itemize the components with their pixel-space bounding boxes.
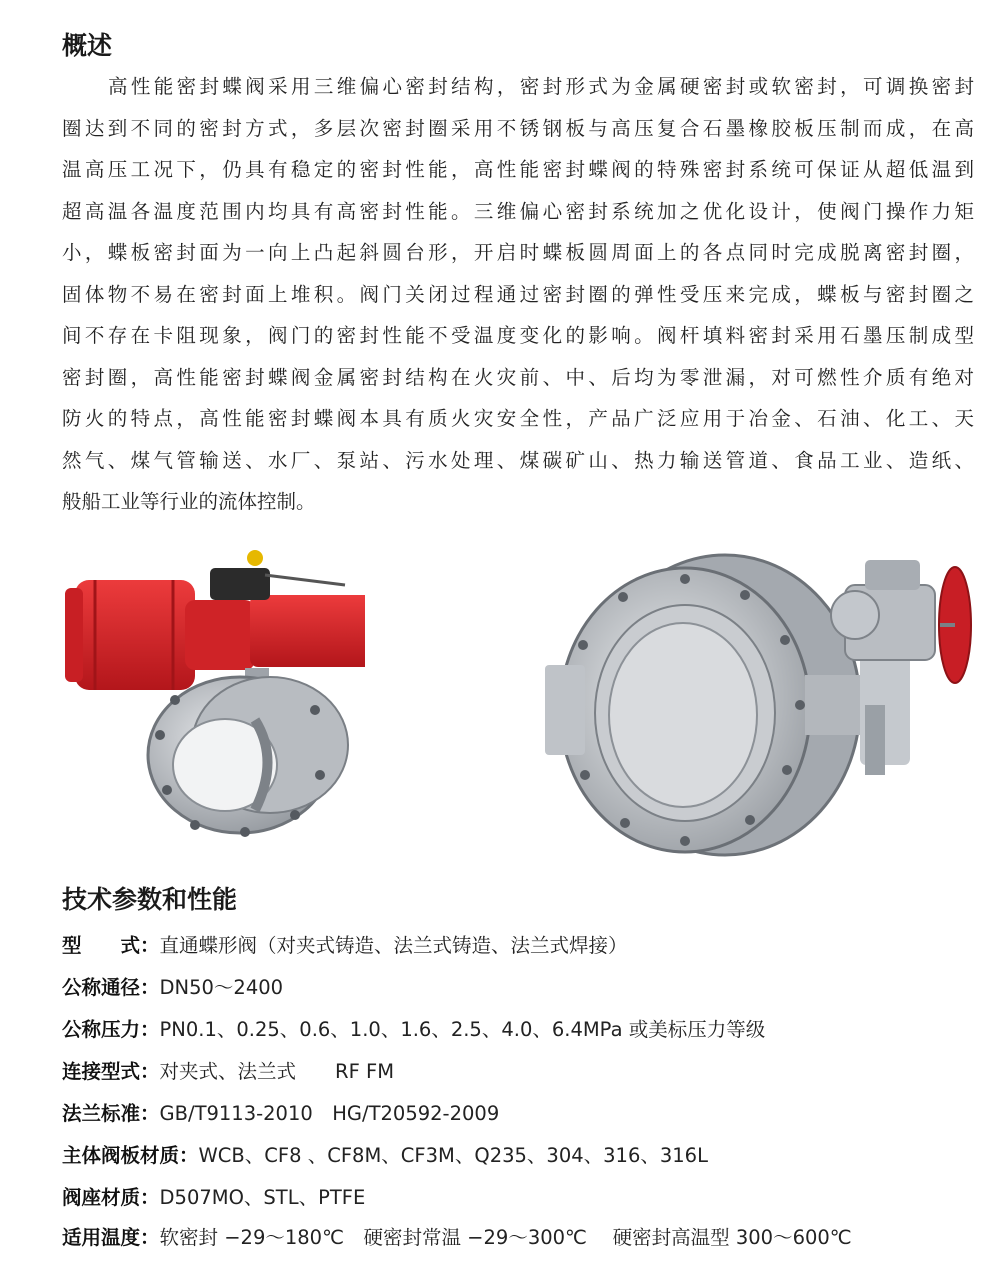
spec-key: 公称通径： bbox=[62, 976, 160, 999]
spec-row-flange-standard bbox=[62, 1098, 499, 1126]
spec-row-body-material bbox=[62, 1140, 708, 1168]
spec-key: 阀座材质： bbox=[62, 1186, 160, 1209]
spec-value: PN0.1、0.25、0.6、1.0、1.6、2.5、4.0、6.4MPa 或美标压力等级 bbox=[159, 1018, 766, 1041]
overview-line: 超高温各温度范围内均具有高密封性能。三维偏心密封系统加之优化设计，使阀门操作力矩 bbox=[62, 199, 974, 223]
overview-line: 般船工业等行业的流体控制。 bbox=[62, 490, 316, 513]
overview-line: 密封圈，高性能密封蝶阀金属密封结构在火灾前、中、后均为零泄漏，对可燃性介质有绝对 bbox=[62, 365, 974, 389]
spec-value: D507MO、STL、PTFE bbox=[159, 1186, 366, 1209]
spec-key: 公称压力： bbox=[62, 1018, 160, 1041]
spec-key: 主体阀板材质： bbox=[62, 1144, 199, 1167]
spec-key: 适用温度： bbox=[62, 1226, 160, 1249]
spec-key: 连接型式： bbox=[62, 1060, 160, 1083]
overview-line: 然气、煤气管输送、水厂、泵站、污水处理、煤碳矿山、热力输送管道、食品工业、造纸、 bbox=[62, 448, 974, 472]
spec-key: 法兰标准： bbox=[62, 1102, 160, 1125]
overview-line: 固体物不易在密封面上堆积。阀门关闭过程通过密封圈的弹性受压来完成，蝶板与密封圈之 bbox=[62, 282, 974, 306]
overview-line: 间不存在卡阻现象，阀门的密封性能不受温度变化的影响。阀杆填料密封采用石墨压制成型 bbox=[62, 324, 974, 347]
spec-row-nominal-diameter bbox=[62, 972, 283, 1000]
spec-value: 软密封 −29～180℃ 硬密封常温 −29～300℃ 硬密封高温型 300～600℃ bbox=[159, 1226, 852, 1249]
spec-row-connection bbox=[62, 1056, 394, 1084]
pneumatic-butterfly-valve-image bbox=[55, 540, 365, 850]
spec-value: 对夹式、法兰式 RF FM bbox=[159, 1060, 395, 1083]
spec-row-temperature bbox=[62, 1222, 852, 1250]
spec-value: DN50～2400 bbox=[159, 976, 284, 999]
specs-title: 技术参数和性能 bbox=[62, 885, 238, 914]
overview-title: 概述 bbox=[62, 31, 113, 60]
spec-row-type bbox=[62, 930, 628, 958]
overview-paragraph bbox=[62, 66, 974, 523]
spec-key: 型 式： bbox=[62, 934, 160, 957]
overview-line: 小，蝶板密封面为一向上凸起斜圆台形，开启时蝶板圆周面上的各点同时完成脱离密封圈， bbox=[62, 241, 974, 264]
spec-value: 直通蝶形阀（对夹式铸造、法兰式铸造、法兰式焊接） bbox=[159, 934, 628, 957]
spec-value: WCB、CF8 、CF8M、CF3M、Q235、304、316、316L bbox=[198, 1144, 708, 1167]
spec-row-nominal-pressure bbox=[62, 1014, 765, 1042]
electric-butterfly-valve-image bbox=[535, 545, 975, 865]
overview-line: 圈达到不同的密封方式，多层次密封圈采用不锈钢板与高压复合石墨橡胶板压制而成，在高 bbox=[62, 116, 974, 140]
overview-line: 温高压工况下，仍具有稳定的密封性能，高性能密封蝶阀的特殊密封系统可保证从超低温到 bbox=[62, 158, 974, 181]
overview-line: 防火的特点，高性能密封蝶阀本具有质火灾安全性，产品广泛应用于冶金、石油、化工、天 bbox=[62, 407, 974, 430]
spec-row-seat-material bbox=[62, 1182, 365, 1210]
spec-value: GB/T9113-2010 HG/T20592-2009 bbox=[159, 1102, 500, 1125]
overview-line: 高性能密封蝶阀采用三维偏心密封结构，密封形式为金属硬密封或软密封，可调换密封 bbox=[108, 75, 974, 98]
